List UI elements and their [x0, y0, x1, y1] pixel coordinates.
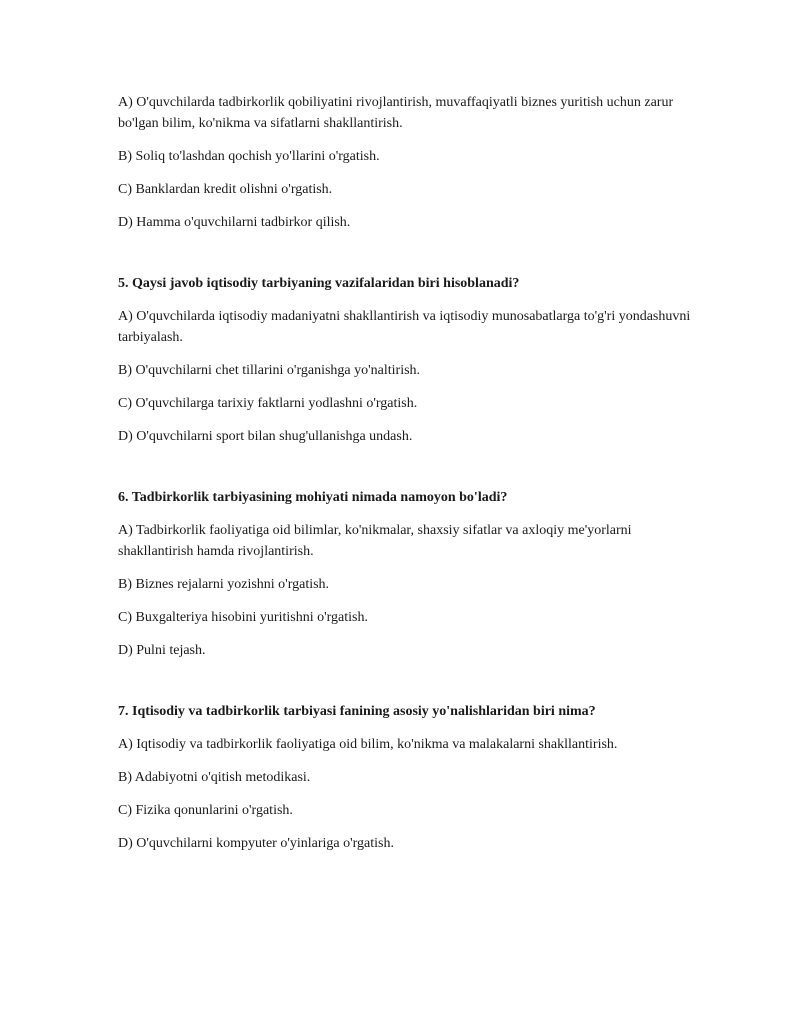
option-d: D) Hamma o'quvchilarni tadbirkor qilish.	[118, 215, 351, 230]
option-a: A) O'quvchilarda iqtisodiy madaniyatni shakllantirish va iqtisodiy munosabatlarga to'g'ri yondashuvni tarbiyalash.	[118, 309, 691, 345]
question-title: 7. Iqtisodiy va tadbirkorlik tarbiyasi fanining asosiy yo'nalishlaridan biri nima?	[118, 704, 596, 719]
question-5	[118, 273, 698, 447]
option-b: B) Adabiyotni o'qitish metodikasi.	[118, 770, 311, 785]
option-c: C) O'quvchilarga tarixiy faktlarni yodlashni o'rgatish.	[118, 396, 418, 411]
option-d: D) Pulni tejash.	[118, 643, 206, 658]
option-d: D) O'quvchilarni sport bilan shug'ullanishga undash.	[118, 429, 413, 444]
option-c: C) Buxgalteriya hisobini yuritishni o'rgatish.	[118, 610, 368, 625]
question-4-options	[118, 92, 698, 233]
option-d: D) O'quvchilarni kompyuter o'yinlariga o'rgatish.	[118, 836, 394, 851]
option-a: A) Iqtisodiy va tadbirkorlik faoliyatiga oid bilim, ko'nikma va malakalarni shakllantirish.	[118, 737, 618, 752]
question-title: 5. Qaysi javob iqtisodiy tarbiyaning vazifalaridan biri hisoblanadi?	[118, 276, 520, 291]
option-c: C) Banklardan kredit olishni o'rgatish.	[118, 182, 333, 197]
option-b: B) O'quvchilarni chet tillarini o'rganishga yo'naltirish.	[118, 363, 421, 378]
option-b: B) Soliq to'lashdan qochish yo'llarini o'rgatish.	[118, 149, 380, 164]
question-7	[118, 701, 698, 854]
option-c: C) Fizika qonunlarini o'rgatish.	[118, 803, 293, 818]
option-a: A) Tadbirkorlik faoliyatiga oid bilimlar, ko'nikmalar, shaxsiy sifatlar va axloqiy me'yorlarni shakllantirish hamda rivojlantirish.	[118, 523, 632, 559]
question-title: 6. Tadbirkorlik tarbiyasining mohiyati nimada namoyon bo'ladi?	[118, 490, 508, 505]
option-a: A) O'quvchilarda tadbirkorlik qobiliyatini rivojlantirish, muvaffaqiyatli biznes yuritish uchun zarur bo'lgan bilim, ko'nikma va sifatlarni shakllantirish.	[118, 95, 674, 131]
document-content	[118, 92, 698, 866]
question-6	[118, 487, 698, 661]
option-b: B) Biznes rejalarni yozishni o'rgatish.	[118, 577, 330, 592]
